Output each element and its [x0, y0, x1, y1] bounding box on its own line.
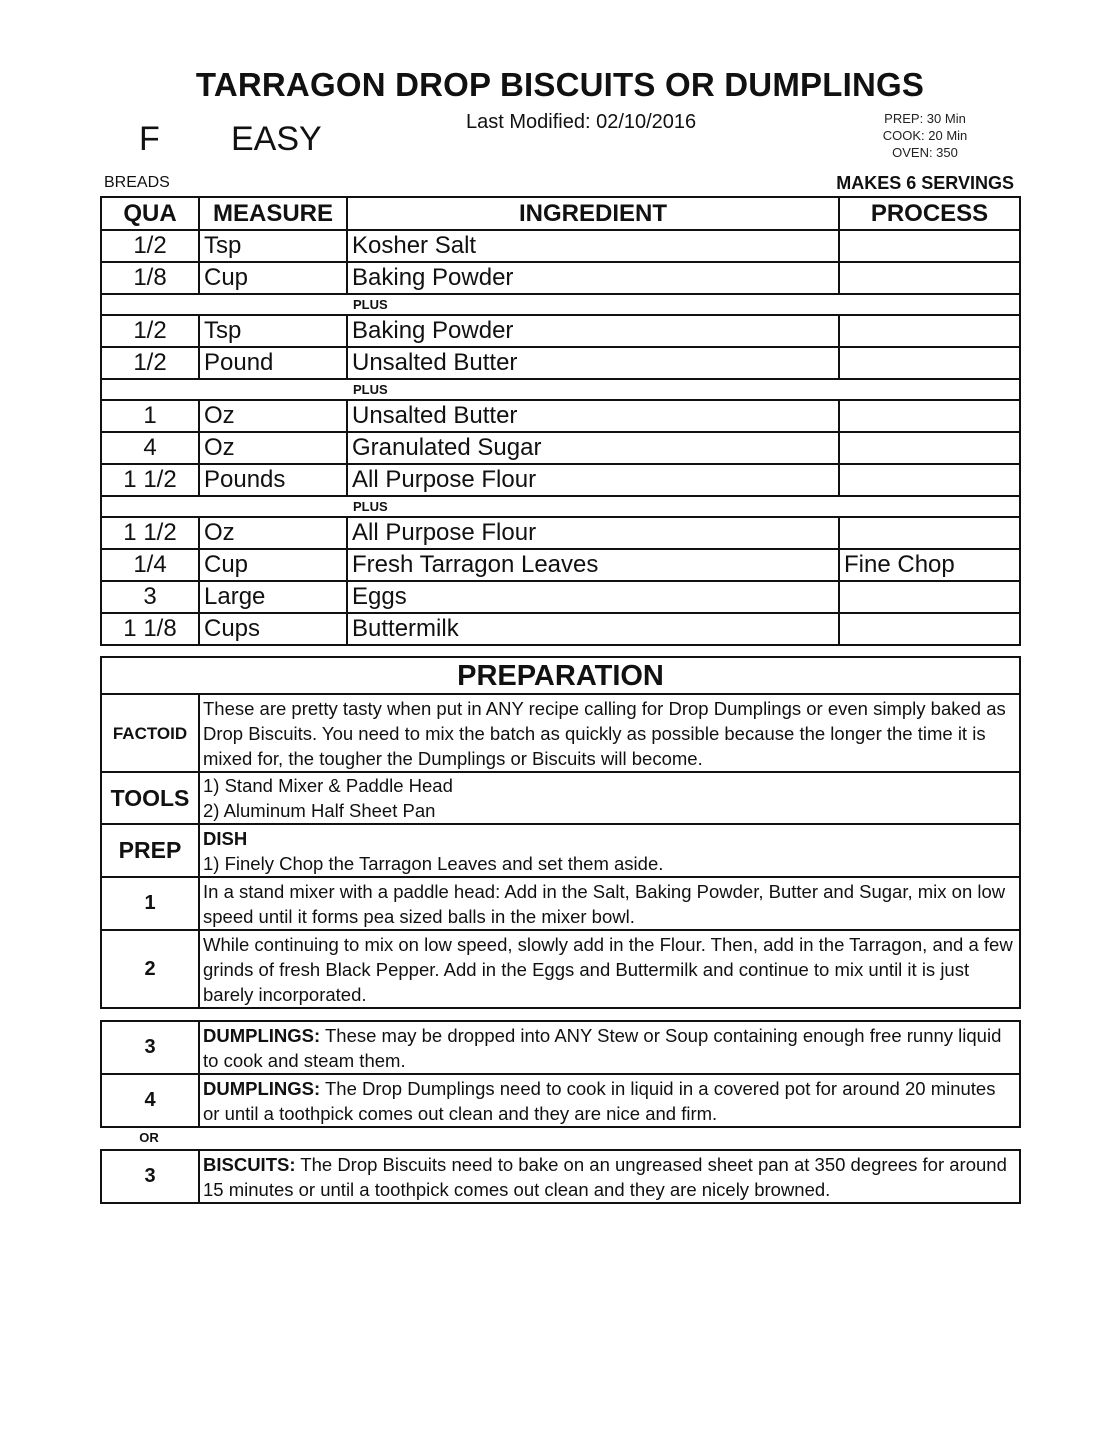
table-row	[101, 517, 1020, 549]
factoid-row	[101, 694, 1020, 772]
ingredient-cell: Unsalted Butter	[347, 347, 839, 379]
process-cell	[839, 581, 1020, 613]
difficulty-label: EASY	[231, 120, 322, 158]
ingredient-cell: All Purpose Flour	[347, 517, 839, 549]
dumplings-table	[100, 1020, 1021, 1128]
step-row	[101, 930, 1020, 1008]
step-text: In a stand mixer with a paddle head: Add in the Salt, Baking Powder, Butter and Sugar, mix on low speed until it forms pea sized balls in the mixer bowl.	[199, 877, 1020, 930]
prep-row	[101, 824, 1020, 877]
measure-cell: Tsp	[199, 230, 347, 262]
servings-label: MAKES 6 SERVINGS	[836, 173, 1014, 193]
category-label: BREADS	[104, 174, 170, 191]
preparation-table	[100, 656, 1021, 1009]
preparation-heading: PREPARATION	[101, 657, 1020, 694]
step-prefix: BISCUITS:	[203, 1153, 296, 1175]
step-text-cell	[199, 1021, 1020, 1074]
biscuits-table	[100, 1149, 1021, 1204]
ingredients-header-row	[101, 197, 1020, 230]
ingredient-cell: Buttermilk	[347, 613, 839, 645]
process-cell	[839, 517, 1020, 549]
ingredient-cell: Granulated Sugar	[347, 432, 839, 464]
step-number: 3	[101, 1150, 199, 1203]
process-cell: Fine Chop	[839, 549, 1020, 581]
step-text: The Drop Biscuits need to bake on an ungreased sheet pan at 350 degrees for around 15 minutes or until a toothpick comes out clean and they are nicely browned.	[203, 1153, 1007, 1200]
factoid-text: These are pretty tasty when put in ANY recipe calling for Drop Dumplings or even simply baked as Drop Biscuits. You need to mix the batch as quickly as possible because the longer the time it is mixed for, the tougher the Dumplings or Biscuits will become.	[199, 694, 1020, 772]
step-row	[101, 1074, 1020, 1127]
qua-cell: 4	[101, 432, 199, 464]
ingredients-table	[100, 196, 1021, 646]
measure-cell: Tsp	[199, 315, 347, 347]
preparation-header-row	[101, 657, 1020, 694]
ingredient-cell: Eggs	[347, 581, 839, 613]
column-header-qua: QUA	[101, 197, 199, 230]
plus-separator-row	[101, 496, 1020, 517]
prep-label: PREP	[101, 824, 199, 877]
column-header-ingredient: INGREDIENT	[347, 197, 839, 230]
qua-cell: 1	[101, 400, 199, 432]
step-row	[101, 1150, 1020, 1203]
step-row	[101, 877, 1020, 930]
qua-cell: 1/2	[101, 315, 199, 347]
table-row	[101, 581, 1020, 613]
ingredient-cell: Baking Powder	[347, 315, 839, 347]
tools-row	[101, 772, 1020, 824]
step-number: 3	[101, 1021, 199, 1074]
plus-label: PLUS	[101, 294, 1020, 315]
qua-cell: 1/4	[101, 549, 199, 581]
cook-time: COOK: 20 Min	[882, 128, 968, 143]
process-cell	[839, 315, 1020, 347]
step-text-cell	[199, 1074, 1020, 1127]
table-row	[101, 432, 1020, 464]
table-row	[101, 230, 1020, 262]
prep-text: 1) Finely Chop the Tarragon Leaves and set them aside.	[203, 852, 664, 874]
process-cell	[839, 262, 1020, 294]
measure-cell: Oz	[199, 517, 347, 549]
prep-heading: DISH	[203, 827, 248, 849]
qua-cell: 1 1/2	[101, 464, 199, 496]
plus-label: PLUS	[101, 379, 1020, 400]
step-number: 1	[101, 877, 199, 930]
ingredient-cell: Unsalted Butter	[347, 400, 839, 432]
column-header-process: PROCESS	[839, 197, 1020, 230]
step-text-cell	[199, 1150, 1020, 1203]
process-cell	[839, 464, 1020, 496]
measure-cell: Oz	[199, 432, 347, 464]
recipe-title: TARRAGON DROP BISCUITS OR DUMPLINGS	[195, 66, 925, 103]
measure-cell: Cup	[199, 549, 347, 581]
qua-cell: 1/2	[101, 230, 199, 262]
qua-cell: 1 1/8	[101, 613, 199, 645]
table-row	[101, 262, 1020, 294]
measure-cell: Pounds	[199, 464, 347, 496]
table-row	[101, 400, 1020, 432]
last-modified: Last Modified: 02/10/2016	[466, 111, 697, 133]
step-row	[101, 1021, 1020, 1074]
step-prefix: DUMPLINGS:	[203, 1077, 321, 1099]
measure-cell: Oz	[199, 400, 347, 432]
prep-cell	[199, 824, 1020, 877]
table-row	[101, 549, 1020, 581]
qua-cell: 3	[101, 581, 199, 613]
tool-item: 1) Stand Mixer & Paddle Head	[203, 775, 453, 796]
table-row	[101, 315, 1020, 347]
tools-cell	[199, 772, 1020, 824]
or-label: OR	[139, 1130, 159, 1145]
step-text: These may be dropped into ANY Stew or Soup containing enough free runny liquid to cook and steam them.	[203, 1024, 1002, 1071]
measure-cell: Large	[199, 581, 347, 613]
table-row	[101, 613, 1020, 645]
time-block	[870, 110, 980, 161]
ingredient-cell: Baking Powder	[347, 262, 839, 294]
process-cell	[839, 400, 1020, 432]
plus-separator-row	[101, 294, 1020, 315]
tool-item: 2) Aluminum Half Sheet Pan	[203, 800, 436, 821]
process-cell	[839, 613, 1020, 645]
ingredient-cell: Fresh Tarragon Leaves	[347, 549, 839, 581]
plus-separator-row	[101, 379, 1020, 400]
plus-label: PLUS	[101, 496, 1020, 517]
tools-label: TOOLS	[101, 772, 199, 824]
step-text: While continuing to mix on low speed, slowly add in the Flour. Then, add in the Tarragon, and a few grinds of fresh Black Pepper. Add in the Eggs and Buttermilk and continue to mix until it is just barely incorporated.	[199, 930, 1020, 1008]
step-number: 4	[101, 1074, 199, 1127]
prep-time: PREP: 30 Min	[884, 111, 966, 126]
table-row	[101, 464, 1020, 496]
table-row	[101, 347, 1020, 379]
qua-cell: 1/8	[101, 262, 199, 294]
oven-temp: OVEN: 350	[892, 145, 958, 160]
factoid-label: FACTOID	[101, 694, 199, 772]
qua-cell: 1 1/2	[101, 517, 199, 549]
step-text: The Drop Dumplings need to cook in liquid in a covered pot for around 20 minutes or until a toothpick comes out clean and they are nice and firm.	[203, 1077, 996, 1124]
ingredient-cell: All Purpose Flour	[347, 464, 839, 496]
process-cell	[839, 230, 1020, 262]
process-cell	[839, 432, 1020, 464]
step-number: 2	[101, 930, 199, 1008]
qua-cell: 1/2	[101, 347, 199, 379]
grade-label: F	[139, 120, 160, 158]
column-header-measure: MEASURE	[199, 197, 347, 230]
measure-cell: Pound	[199, 347, 347, 379]
step-prefix: DUMPLINGS:	[203, 1024, 321, 1046]
ingredient-cell: Kosher Salt	[347, 230, 839, 262]
process-cell	[839, 347, 1020, 379]
measure-cell: Cups	[199, 613, 347, 645]
measure-cell: Cup	[199, 262, 347, 294]
